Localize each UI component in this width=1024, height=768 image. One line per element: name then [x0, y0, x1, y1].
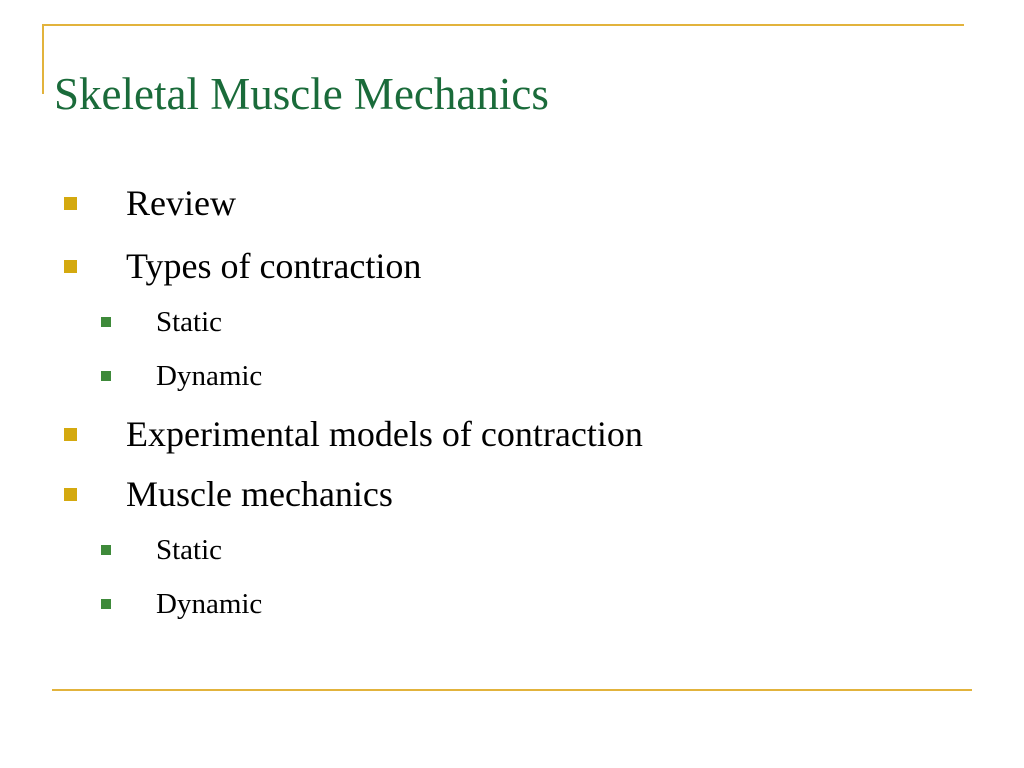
- square-bullet-icon: [64, 488, 77, 501]
- square-bullet-icon: [64, 428, 77, 441]
- sub-bullet-item-static: [156, 305, 222, 339]
- sub-bullet-item-dynamic: [156, 359, 262, 393]
- bullet-item-review: [126, 182, 236, 224]
- square-bullet-icon: [101, 599, 111, 609]
- square-bullet-icon: [64, 197, 77, 210]
- bullet-item-experimental-models: [126, 413, 643, 455]
- slide-title: Skeletal Muscle Mechanics: [54, 69, 549, 119]
- sub-bullet-item-static: [156, 533, 222, 567]
- bullet-text: Experimental models of contraction: [126, 414, 643, 454]
- square-bullet-icon: [64, 260, 77, 273]
- square-bullet-icon: [101, 545, 111, 555]
- bullet-text: Types of contraction: [126, 246, 422, 286]
- sub-bullet-text: Static: [156, 306, 223, 338]
- sub-bullet-text: Dynamic: [156, 588, 263, 620]
- bullet-item-muscle-mechanics: [126, 473, 393, 515]
- square-bullet-icon: [101, 371, 111, 381]
- sub-bullet-text: Static: [156, 534, 223, 566]
- bullet-item-types-of-contraction: [126, 245, 421, 287]
- square-bullet-icon: [101, 317, 111, 327]
- bullet-text: Review: [126, 183, 236, 223]
- bullet-text: Muscle mechanics: [126, 474, 393, 514]
- sub-bullet-text: Dynamic: [156, 360, 263, 392]
- sub-bullet-item-dynamic: [156, 587, 262, 621]
- frame-bottom-rule: [52, 689, 972, 691]
